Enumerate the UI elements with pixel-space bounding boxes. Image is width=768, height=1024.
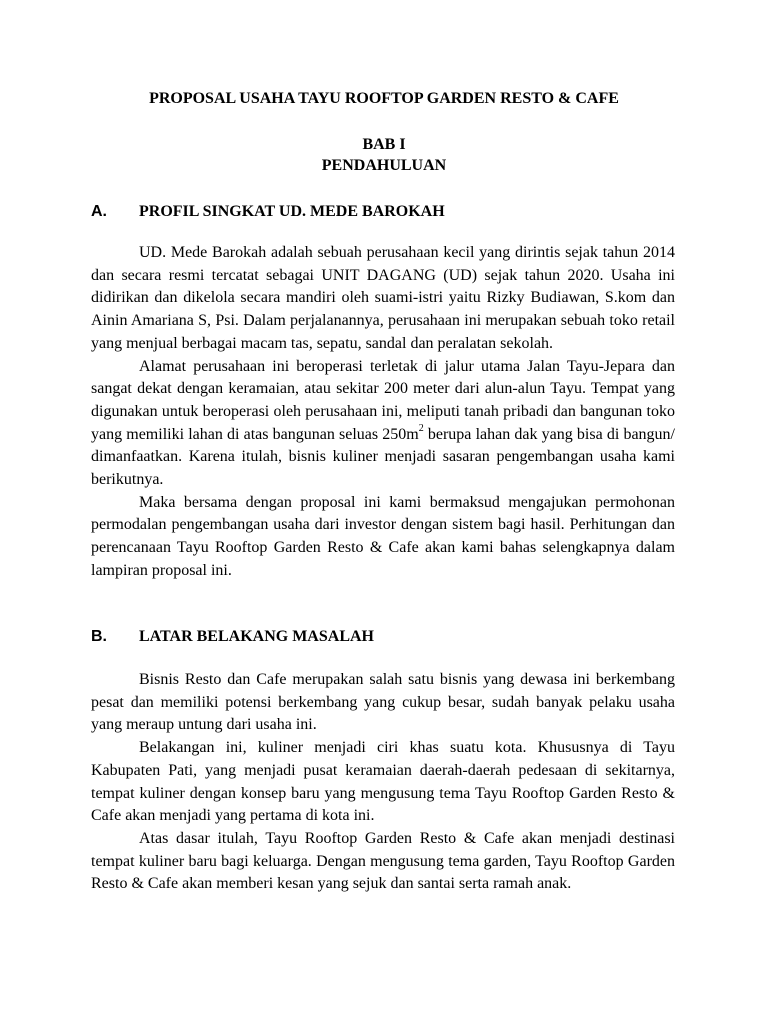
section-a-letter: A. [91, 203, 107, 220]
section-a-heading [91, 201, 691, 224]
address-text-before: Alamat perusahaan ini beroperasi terletak di jalur utama Jalan Tayu-Jepara dan sangat dekat dengan keramaian, atau sekitar 200 meter dari alun-alun Tayu. Tempat yang digunakan untuk beroperasi oleh perusahaan ini, meliputi tanah pribadi dan bangunan toko yang memiliki lahan di atas bangunan seluas 250m [91, 357, 675, 443]
section-b-paragraph-3: Atas dasar itulah, Tayu Rooftop Garden Resto & Cafe akan menjadi destinasi tempat kuliner baru bagi keluarga. Dengan mengusung tema garden, Tayu Rooftop Garden Resto & Cafe akan memberi kesan yang sejuk dan santai serta ramah anak. [91, 829, 675, 893]
section-b-title: LATAR BELAKANG MASALAH [139, 628, 374, 645]
section-b-letter: B. [91, 628, 107, 645]
chapter-number: BAB I [362, 136, 406, 153]
section-b-body [91, 669, 675, 896]
area-superscript: 2 [418, 423, 424, 435]
section-a-title: PROFIL SINGKAT UD. MEDE BAROKAH [139, 203, 445, 220]
section-a-paragraph-3: Maka bersama dengan proposal ini kami bermaksud mengajukan permohonan permodalan pengembangan usaha dari investor dengan sistem bagi hasil. Perhitungan dan perencanaan Tayu Rooftop Garden Resto & Cafe akan kami bahas selengkapnya dalam lampiran proposal ini. [91, 493, 675, 579]
section-b-heading [91, 626, 691, 649]
section-a-paragraph-2 [91, 356, 675, 492]
section-b-paragraph-1: Bisnis Resto dan Cafe merupakan salah satu bisnis yang dewasa ini berkembang pesat dan memiliki potensi berkembang yang cukup besar, sudah banyak pelaku usaha yang meraup untung dari usaha ini. [91, 671, 675, 734]
document-title: PROPOSAL USAHA TAYU ROOFTOP GARDEN RESTO & CAFE [149, 90, 619, 107]
section-a-body [91, 242, 675, 583]
address-text-after: berupa lahan dak yang bisa di bangun/ dimanfaatkan. Karena itulah, bisnis kuliner menjadi sasaran pengembangan usaha kami berikutnya. [91, 425, 675, 489]
section-b-paragraph-2: Belakangan ini, kuliner menjadi ciri khas suatu kota. Khususnya di Tayu Kabupaten Pati, yang menjadi pusat keramaian daerah-daerah pedesaan di sekitarnya, tempat kuliner dengan konsep baru yang mengusung tema Tayu Rooftop Garden Resto & Cafe akan menjadi yang pertama di kota ini. [91, 739, 675, 825]
chapter-name: PENDAHULUAN [321, 157, 447, 174]
section-a-paragraph-1: UD. Mede Barokah adalah sebuah perusahaan kecil yang dirintis sejak tahun 2014 dan secara resmi tercatat sebagai UNIT DAGANG (UD) sejak tahun 2020. Usaha ini didirikan dan dikelola secara mandiri oleh suami-istri yaitu Rizky Budiawan, S.kom dan Ainin Amariana S, Psi. Dalam perjalanannya, perusahaan ini merupakan sebuah toko retail yang menjual berbagai macam tas, sepatu, sandal dan peralatan sekolah. [91, 244, 675, 352]
